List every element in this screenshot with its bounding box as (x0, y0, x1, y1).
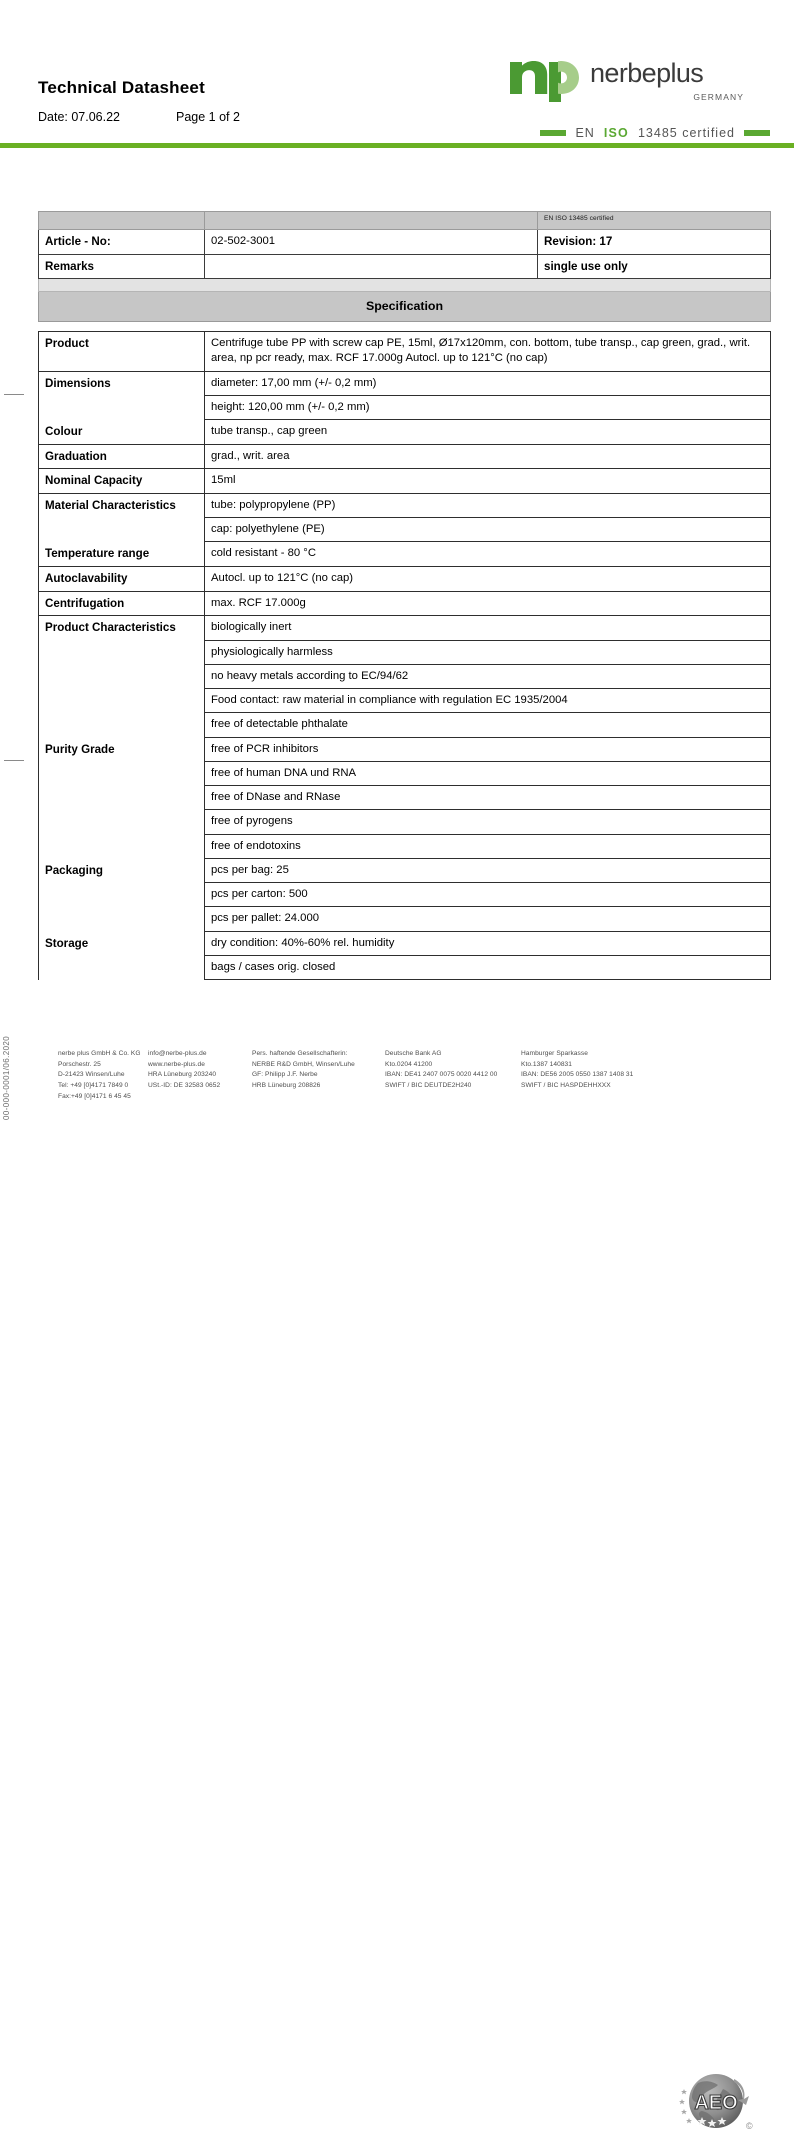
remarks-value (205, 254, 538, 279)
aeo-text: AEO (694, 2092, 738, 2114)
footer-line: Fax:+49 [0]4171 6 45 45 (58, 1092, 131, 1100)
spec-value-cell: free of PCR inhibitors (205, 737, 771, 761)
cert-en-label: EN (575, 126, 595, 140)
spec-key-cell: Product (39, 332, 205, 372)
specification-header-label: Specification (39, 292, 771, 322)
spec-key-cell: Nominal Capacity (39, 469, 205, 494)
meta-band-left (39, 212, 205, 230)
aeo-copyright-mark: © (746, 2121, 753, 2131)
green-divider-rule (0, 143, 794, 148)
table-row (39, 493, 771, 517)
footer-line: GF: Philipp J.F. Nerbe (252, 1071, 318, 1079)
footer-line: www.nerbe-plus.de (148, 1060, 205, 1068)
spec-value-cell: bags / cases orig. closed (205, 955, 771, 979)
spec-value-cell: dry condition: 40%-60% rel. humidity (205, 931, 771, 955)
footer-line: HRA Lüneburg 203240 (148, 1071, 217, 1079)
footer-line: info@nerbe-plus.de (148, 1050, 207, 1057)
remarks-right-value: single use only (538, 254, 771, 279)
spec-value-cell: pcs per carton: 500 (205, 883, 771, 907)
spec-value-cell: Autocl. up to 121°C (no cap) (205, 567, 771, 592)
footer-line: IBAN: DE41 2407 0075 0020 4412 00 (385, 1071, 498, 1079)
meta-table (38, 211, 771, 322)
spec-value-cell: tube: polypropylene (PP) (205, 493, 771, 517)
fold-mark-upper (4, 394, 24, 395)
footer-line: Kto.0204 41200 (385, 1060, 433, 1068)
spec-value-cell: no heavy metals according to EC/94/62 (205, 664, 771, 688)
footer-line: IBAN: DE56 2005 0550 1387 1408 31 (521, 1071, 634, 1079)
spec-value-cell: Food contact: raw material in compliance with regulation EC 1935/2004 (205, 689, 771, 713)
page-label: Page 1 of 2 (176, 110, 240, 124)
cert-iso-label: ISO (603, 126, 629, 140)
footer-column-contact (148, 1049, 220, 1092)
spec-key-cell: Graduation (39, 444, 205, 469)
page-header (0, 0, 794, 150)
table-row (39, 420, 771, 445)
meta-iso-tag: EN ISO 13485 certified (538, 212, 771, 230)
page-footer (0, 1035, 794, 2131)
document-reference-code: 00-000-0001/06.2020 (2, 1035, 11, 1120)
spec-key-cell: Packaging (39, 858, 205, 931)
spec-key-cell: Storage (39, 931, 205, 980)
spec-value-cell: free of DNase and RNase (205, 786, 771, 810)
date-and-page-line (38, 110, 438, 124)
spec-value-cell: height: 120,00 mm (+/- 0,2 mm) (205, 395, 771, 419)
table-row (39, 616, 771, 640)
footer-line: NERBE R&D GmbH, Winsen/Luhe (252, 1060, 355, 1068)
table-row (39, 469, 771, 494)
spec-value-cell: free of pyrogens (205, 810, 771, 834)
footer-line: Deutsche Bank AG (385, 1050, 442, 1057)
spec-value-cell: pcs per bag: 25 (205, 858, 771, 882)
spec-value-cell: grad., writ. area (205, 444, 771, 469)
footer-line: Hamburger Sparkasse (521, 1050, 588, 1057)
fold-mark-lower (4, 760, 24, 761)
footer-line: nerbe plus GmbH & Co. KG (58, 1050, 141, 1057)
spec-key-cell: Autoclavability (39, 567, 205, 592)
spec-value-cell: biologically inert (205, 616, 771, 640)
footer-line: HRB Lüneburg 208826 (252, 1082, 321, 1090)
page-title: Technical Datasheet (38, 78, 205, 97)
table-row (39, 567, 771, 592)
spec-key-cell: Colour (39, 420, 205, 445)
spec-value-cell: free of detectable phthalate (205, 713, 771, 737)
datasheet-body (38, 211, 770, 980)
remarks-label: Remarks (39, 254, 205, 279)
logo-country-label: GERMANY (693, 92, 744, 102)
cert-dash-left-icon (540, 130, 566, 136)
spec-value-cell: Centrifuge tube PP with screw cap PE, 15ml, Ø17x120mm, con. bottom, tube transp., cap green, grad., writ. area, np pcr ready, max. RCF 17.000g Autocl. up to 121°C (no cap) (205, 332, 771, 372)
specification-header-row (39, 292, 771, 322)
aeo-certification-logo-icon (668, 2059, 764, 2143)
spec-value-cell: cold resistant - 80 °C (205, 542, 771, 567)
footer-column-bank-haspa (521, 1049, 633, 1092)
table-row (39, 230, 771, 255)
meta-band-mid (205, 212, 538, 230)
table-row (39, 737, 771, 761)
spec-value-cell: 15ml (205, 469, 771, 494)
date-label: Date: 07.06.22 (38, 110, 121, 124)
table-row (39, 332, 771, 372)
np-monogram-icon (506, 48, 592, 102)
spec-value-cell: tube transp., cap green (205, 420, 771, 445)
table-row (39, 371, 771, 395)
logo-wordmark (590, 58, 703, 89)
table-row (39, 591, 771, 616)
logo-word-plus: plus (656, 58, 704, 88)
footer-line: SWIFT / BIC DEUTDE2H240 (385, 1082, 472, 1090)
table-row (39, 858, 771, 882)
spec-key-cell: Purity Grade (39, 737, 205, 858)
cert-standard-label: 13485 certified (637, 126, 735, 140)
table-row (39, 931, 771, 955)
table-spacer-row (39, 279, 771, 292)
specification-table (38, 331, 771, 980)
footer-line: Pers. haftende Gesellschafterin: (252, 1050, 348, 1057)
revision-value: Revision: 17 (538, 230, 771, 255)
table-row (39, 542, 771, 567)
footer-line: Tel: +49 [0]4171 7849 0 (58, 1082, 129, 1090)
footer-column-company (58, 1049, 141, 1102)
footer-line: USt.-ID: DE 32583 0652 (148, 1082, 221, 1090)
spec-key-cell: Centrifugation (39, 591, 205, 616)
spec-value-cell: cap: polyethylene (PE) (205, 518, 771, 542)
spec-value-cell: physiologically harmless (205, 640, 771, 664)
nerbe-plus-logo (506, 48, 746, 110)
spec-key-cell: Material Characteristics (39, 493, 205, 542)
spec-value-cell: free of endotoxins (205, 834, 771, 858)
table-spacer-cell (39, 279, 771, 292)
spec-value-cell: diameter: 17,00 mm (+/- 0,2 mm) (205, 371, 771, 395)
cert-dash-right-icon (744, 130, 770, 136)
footer-line: D-21423 Winsen/Luhe (58, 1071, 125, 1079)
spec-key-cell: Product Characteristics (39, 616, 205, 737)
footer-line: Kto.1387 140831 (521, 1060, 572, 1068)
certification-line (0, 126, 794, 144)
spec-value-cell: pcs per pallet: 24.000 (205, 907, 771, 931)
table-row (39, 212, 771, 230)
spec-value-cell: free of human DNA und RNA (205, 761, 771, 785)
article-no-value: 02-502-3001 (205, 230, 538, 255)
spec-key-cell: Temperature range (39, 542, 205, 567)
spec-key-cell: Dimensions (39, 371, 205, 420)
footer-column-bank-deutsche (385, 1049, 497, 1092)
footer-line: SWIFT / BIC HASPDEHHXXX (521, 1082, 611, 1090)
article-no-label: Article - No: (39, 230, 205, 255)
footer-column-legal (252, 1049, 355, 1092)
logo-word-nerbe: nerbe (590, 58, 657, 88)
footer-line: Porschestr. 25 (58, 1060, 101, 1068)
table-row (39, 444, 771, 469)
spec-value-cell: max. RCF 17.000g (205, 591, 771, 616)
table-row (39, 254, 771, 279)
